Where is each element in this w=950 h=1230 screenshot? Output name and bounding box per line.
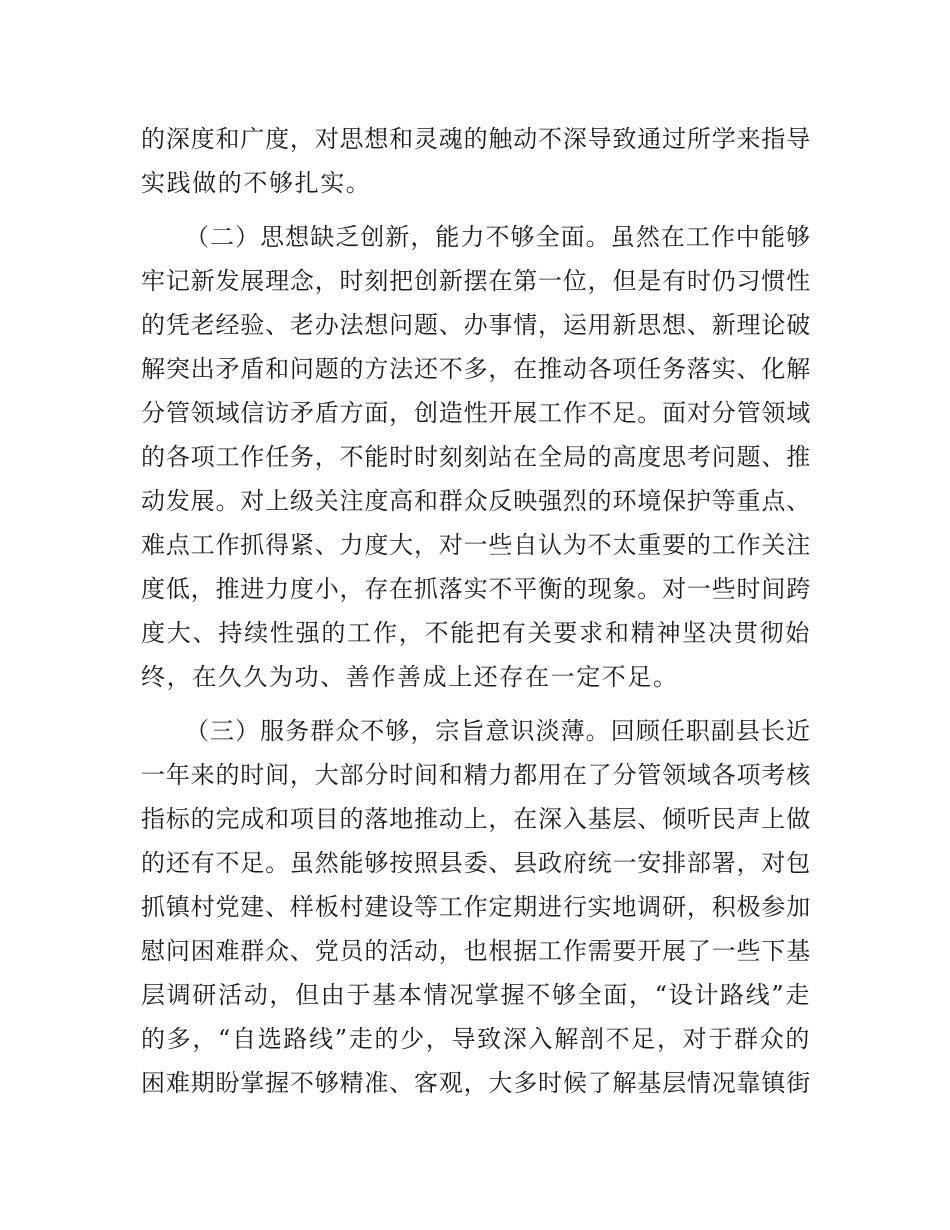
text-line: 难点工作抓得紧、力度大，对一些自认为不太重要的工作关注	[141, 531, 811, 559]
text-line: 的多，“自选路线”走的少，导致深入解剖不足，对于群众的	[141, 1025, 811, 1053]
paragraph	[141, 117, 811, 205]
text-line: 终，在久久为功、善作善成上还存在一定不足。	[141, 663, 679, 691]
text-line: （三）服务群众不够，宗旨意识淡薄。回顾任职副县长近	[185, 717, 811, 745]
text-line: 的深度和广度，对思想和灵魂的触动不深导致通过所学来指导	[141, 125, 811, 153]
document-body	[141, 117, 811, 1105]
text-line: 动发展。对上级关注度高和群众反映强烈的环境保护等重点、	[141, 487, 811, 515]
text-line: 实践做的不够扎实。	[141, 169, 372, 197]
text-line: 慰问困难群众、党员的活动，也根据工作需要开展了一些下基	[141, 937, 811, 965]
text-line: 度低，推进力度小，存在抓落实不平衡的现象。对一些时间跨	[141, 575, 811, 603]
text-line: （二）思想缺乏创新，能力不够全面。虽然在工作中能够	[185, 223, 811, 251]
text-line: 分管领域信访矛盾方面，创造性开展工作不足。面对分管领域	[141, 399, 811, 427]
text-line: 一年来的时间，大部分时间和精力都用在了分管领域各项考核	[141, 761, 811, 789]
text-line: 指标的完成和项目的落地推动上，在深入基层、倾听民声上做	[141, 805, 811, 833]
text-line: 抓镇村党建、样板村建设等工作定期进行实地调研，积极参加	[141, 893, 811, 921]
text-line: 的各项工作任务，不能时时刻刻站在全局的高度思考问题、推	[141, 443, 811, 471]
paragraph	[141, 709, 811, 1105]
text-line: 困难期盼掌握不够精准、客观，大多时候了解基层情况靠镇街	[141, 1069, 811, 1097]
text-line: 的还有不足。虽然能够按照县委、县政府统一安排部署，对包	[141, 849, 811, 877]
text-line: 牢记新发展理念，时刻把创新摆在第一位，但是有时仍习惯性	[141, 267, 811, 295]
text-line: 层调研活动，但由于基本情况掌握不够全面，“设计路线”走	[141, 981, 811, 1009]
text-line: 解突出矛盾和问题的方法还不多，在推动各项任务落实、化解	[141, 355, 811, 383]
text-line: 度大、持续性强的工作，不能把有关要求和精神坚决贯彻始	[141, 619, 811, 647]
paragraph	[141, 215, 811, 699]
text-line: 的凭老经验、老办法想问题、办事情，运用新思想、新理论破	[141, 311, 811, 339]
